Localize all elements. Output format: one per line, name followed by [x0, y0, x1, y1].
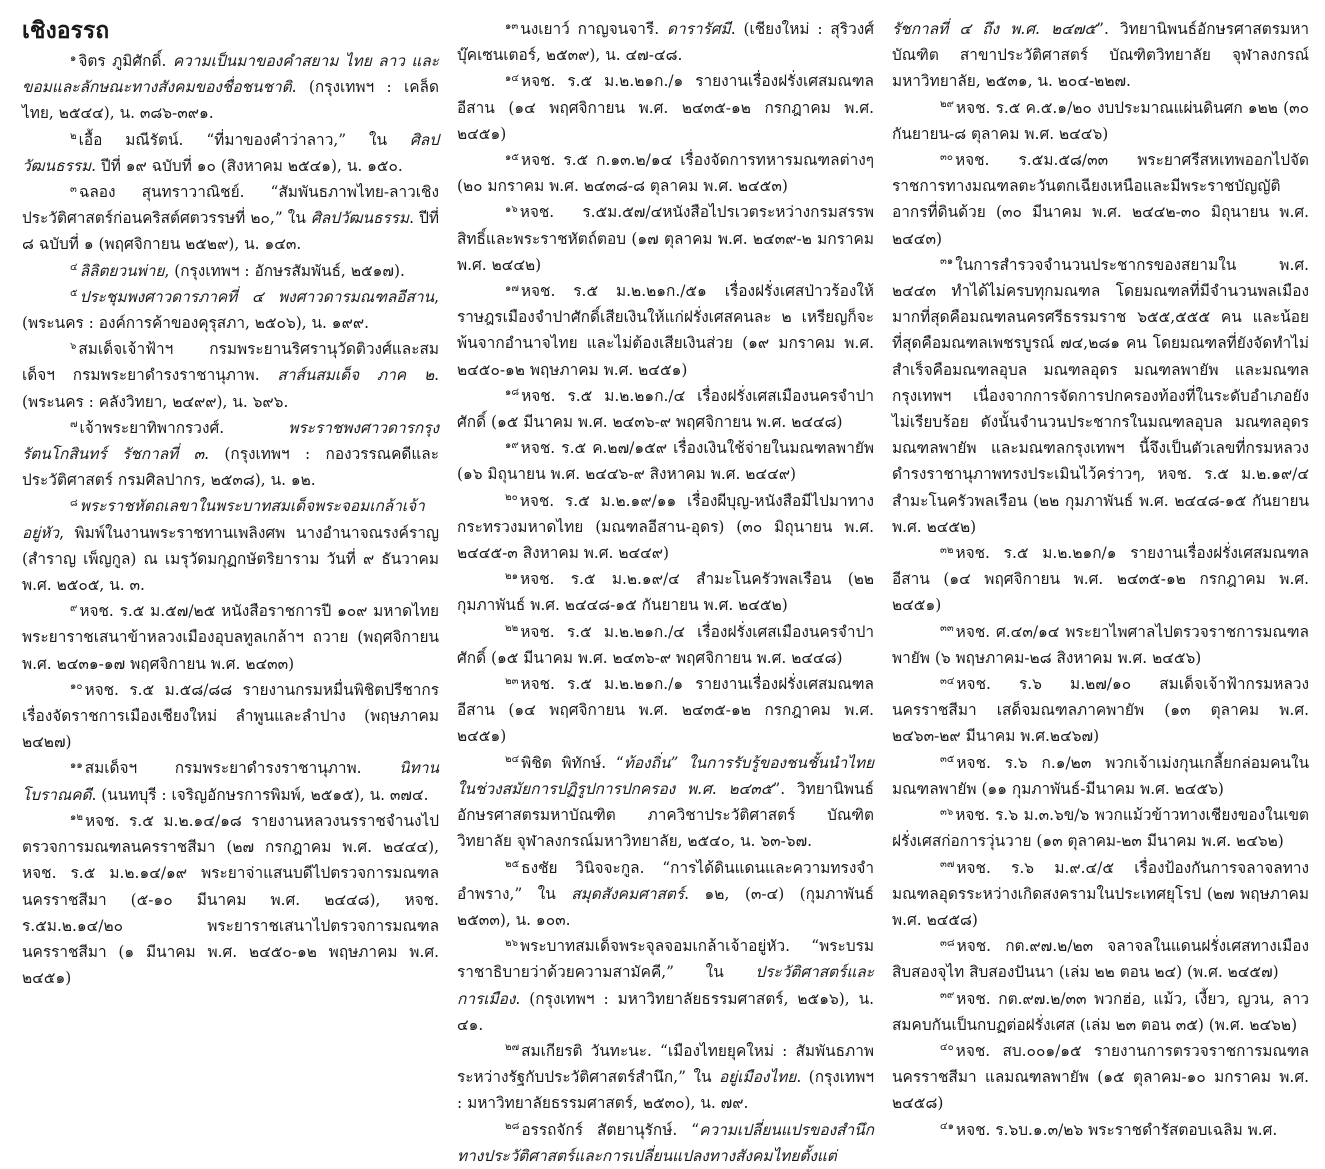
footnote-number: ๓ [70, 183, 77, 195]
footnote-number: ๔ [70, 262, 78, 274]
footnote-text: . ๑๒, (๓-๔) (กุมภาพันธ์ ๒๕๓๓), น. ๑๐๓. [457, 884, 874, 929]
footnote-text: หจช. ร.๕ม.๕๘/๓๓ พระยาศรีสหเทพออกไปจัดราชการทางมณฑลตะวันตกเฉียงเหนือและมีพระราชบัญญัติอากรที่ดินด้วย (๓๐ มีนาคม พ.ศ. ๒๔๔๒-๓๐ มิถุนายน พ.ศ. ๒๔๔๓) [892, 151, 1309, 248]
footnote [22, 677, 439, 756]
footnote [22, 127, 439, 179]
footnote [22, 808, 439, 991]
footnote-number: ๓๘ [940, 937, 955, 949]
footnote [892, 619, 1309, 671]
footnote-text: , (กรุงเทพฯ : อักษรสัมพันธ์, ๒๕๑๗). [164, 261, 405, 280]
footnote [22, 258, 439, 284]
section-heading: เชิงอรรถ [22, 17, 110, 44]
footnote-text: หจช. ร.๕ ม.๒.๑๙/๔ สำมะโนครัวพลเรือน (๒๒ กุมภาพันธ์ พ.ศ. ๒๔๔๘-๑๕ กันยายน พ.ศ. ๒๔๕๒) [457, 570, 874, 615]
footnote-text: ในการสำรวจจำนวนประชากรของสยามใน พ.ศ. ๒๔๔๓ ทำได้ไม่ครบทุกมณฑล โดยมณฑลที่มีจำนวนพลเมืองมากที่สุดคือมณฑลนครศรีธรรมราช ๖๕๕,๕๕๕ คน และน้อยที่สุดคือมณฑลเพชรบูรณ์ ๗๔,๒๘๑ คน โดยมณฑลที่ยังจัดทำไม่สำเร็จคือมณฑลอุบล มณฑลอุดร มณฑลพายัพ และมณฑลกรุงเทพฯ เนื่องจากการจัดการปกครองท้องที่ในระดับอำเภอยังไม่เรียบร้อย ดังนั้นจำนวนประชากรในมณฑลอุบล มณฑลอุดร มณฑลพายัพ และมณฑลกรุงเทพฯ นี้จึงเป็นตัวเลขที่กรมหลวงดำรงราชานุภาพทรงประเมินไว้คร่าวๆ, หจช. ร.๕ ม.๒.๑๙/๔ สำมะโนครัวพลเรือน (๒๒ กุมภาพันธ์ พ.ศ. ๒๔๔๘-๑๕ กันยายน พ.ศ. ๒๔๕๒) [892, 255, 1309, 536]
footnote [457, 855, 874, 934]
footnote-title-text: อยู่เมืองไทย [718, 1068, 797, 1087]
footnote [892, 802, 1309, 854]
footnote [457, 1038, 874, 1117]
footnote-number: ๒๔ [505, 754, 520, 766]
footnote-text: หจช. กต.๙๗.๒/๒๓ จลาจลในแดนฝรั่งเศสทางเมืองสิบสองจุไท สิบสองปันนา (เล่ม ๒๒ ตอน ๒๔) (พ.ศ. ๒๔๕๗) [892, 937, 1309, 982]
footnote [457, 147, 874, 199]
footnote-text: สมเด็จเจ้าฟ้าฯ กรมพระยานริศรานุวัดติวงศ์และสมเด็จฯ กรมพระยาดำรงราชานุภาพ. [22, 340, 439, 385]
footnote-text: หจช. ร.๕ ม.๒.๒๑ก./๑ รายงานเรื่องฝรั่งเศสมณฑลอีสาน (๑๔ พฤศจิกายน พ.ศ. ๒๔๓๕-๑๒ กรกฎาคม พ.ศ. ๒๔๕๑) [457, 72, 874, 143]
column-3 [892, 16, 1309, 1148]
footnote [457, 68, 874, 147]
footnote-text: หจช. สบ.๐๐๑/๑๕ รายงานการตรวจราชการมณฑลนครราชสีมา แลมณฑลพายัพ (๑๕ ตุลาคม-๑๐ มกราคม พ.ศ. ๒๔๕๘) [892, 1041, 1309, 1113]
footnote-title-text: สาส์นสมเด็จ ภาค ๒ [277, 366, 435, 385]
footnote-number: ๓๐ [940, 151, 953, 163]
footnote-number: ๓๒ [940, 544, 954, 556]
footnote-text: , พิมพ์ในงานพระราชทานเพลิงศพ นางอำนาจณรงค์ราญ (สำราญ เพ็ญกูล) ณ เมรุวัดมกุฏกษัตริยาราม วันที่ ๙ ธันวาคม พ.ศ. ๒๕๐๕, น. ๓. [22, 523, 439, 595]
footnote [892, 252, 1309, 540]
footnote-number: ๒๓ [505, 675, 519, 687]
footnote [457, 16, 874, 68]
footnote [457, 671, 874, 750]
footnote [892, 855, 1309, 934]
footnote-text: อรรถจักร์ สัตยานุรักษ์. “ [521, 1120, 700, 1139]
footnote-number: ๑๘ [505, 387, 520, 399]
footnote-text: . ปีที่ ๘ ฉบับที่ ๑ (พฤศจิกายน ๒๕๒๙), น. ๑๔๓. [22, 209, 440, 254]
footnote-number: ๑๑ [70, 759, 83, 771]
footnote [457, 278, 874, 383]
footnote-title-text: ความเปลี่ยนแปรของสำนึกทางประวัติศาสตร์และการเปลี่ยนแปลงทางสังคมไทยตั้งแต่ [457, 1120, 874, 1165]
column-2 [457, 16, 874, 1165]
footnote-number: ๓๔ [940, 675, 955, 687]
footnote-text: พิชิต พิทักษ์. “ [521, 753, 624, 772]
footnote-text: หจช. ร.๖ ก.๑/๒๓ พวกเจ้าเม่งกุนเกลี้ยกล่อมคนในมณฑลพายัพ (๑๑ กุมภาพันธ์-มีนาคม พ.ศ. ๒๔๕๖) [892, 753, 1309, 798]
footnote-text: . (กรุงเทพฯ : กองวรรณคดีและประวัติศาสตร์ กรมศิลปากร, ๒๕๓๘), น. ๑๒. [22, 445, 439, 490]
footnote-title-text: นิทานโบราณคดี [22, 759, 439, 804]
footnote-number: ๑ [70, 52, 77, 64]
footnote [892, 540, 1309, 619]
footnote-number: ๒๐ [505, 492, 518, 504]
footnote-text: นงเยาว์ กาญจนจารี. [520, 20, 667, 38]
footnote [22, 493, 439, 598]
footnote-title-text: พระราชหัตถเลขาในพระบาทสมเด็จพระจอมเกล้าเจ้าอยู่หัว [22, 497, 425, 542]
footnote-columns [22, 16, 1309, 1165]
footnote-title-text: ศิลปวัฒนธรรม [310, 209, 410, 228]
footnote-number: ๑๐ [70, 681, 83, 693]
footnote [892, 1117, 1309, 1143]
footnote [22, 179, 439, 258]
footnote-text: . (พระนคร : คลังวิทยา, ๒๔๙๙), น. ๖๙๖. [22, 366, 439, 411]
footnote-number: ๗ [70, 419, 78, 431]
footnote-text: ”. วิทยานิพนธ์อักษรศาสตรมหาบัณฑิต ภาควิชาประวัติศาสตร์ บัณฑิตวิทยาลัย จุฬาลงกรณ์มหาวิทยาลัย, ๒๕๔๐, น. ๖๓-๖๗. [457, 779, 874, 851]
footnote-text: หจช. ร.๕ ก.๑๓.๒/๑๔ เรื่องจัดการทหารมณฑลต่างๆ (๒๐ มกราคม พ.ศ. ๒๔๓๘-๘ ตุลาคม พ.ศ. ๒๔๕๓) [457, 151, 874, 196]
footnote-text: . (กรุงเทพฯ : มหาวิทยาลัยธรรมศาสตร์, ๒๕๑๖), น. ๔๑. [457, 989, 874, 1034]
footnote-text: . (กรุงเทพฯ : มหาวิทยาลัยธรรมศาสตร์, ๒๕๓๐), น. ๗๙. [457, 1068, 874, 1113]
footnote-text: เจ้าพระยาทิพากรวงศ์. [79, 418, 289, 437]
footnote-text: หจช. ร.๕ ค.๒๗/๑๕๙ เรื่องเงินใช้จ่ายในมณฑลพายัพ (๑๖ มิถุนายน พ.ศ. ๒๔๔๖-๙ สิงหาคม พ.ศ. ๒๔๔๙) [457, 439, 874, 484]
footnote-number: ๑๓ [505, 20, 519, 32]
footnote [892, 16, 1309, 95]
footnote-text: หจช. ร.๖บ.๑.๓/๒๖ พระราชดำรัสตอบเฉลิม พ.ศ. [955, 1120, 1278, 1139]
footnote [457, 619, 874, 671]
footnote-number: ๑๙ [505, 439, 519, 451]
footnote-text: เอื้อ มณีรัตน์. “ที่มาของคำว่าลาว,” ใน [78, 130, 411, 149]
footnote-number: ๑๔ [505, 72, 519, 84]
footnote-text: หจช. ร.๕ ม.๒.๑๔/๑๘ รายงานหลวงนรราชจำนงไปตรวจการมณฑลนครราชสีมา (๒๗ กรกฎาคม พ.ศ. ๒๔๔๔), หจช. ร.๕ ม.๒.๑๔/๑๙ พระยาจ่าแสนบดีไปตรวจการมณฑลนครราชสีมา (๕-๑๐ มีนาคม พ.ศ. ๒๔๔๘), หจช. ร.๕ม.๒.๑๔/๒๐ พระยาราชเสนาไปตรวจการมณฑลนครราชสีมา (๑ มีนาคม พ.ศ. ๒๔๕๐-๑๒ พฤษภาคม พ.ศ. ๒๔๕๑) [22, 811, 439, 988]
footnote-text: ฉลอง สุนทราวาณิชย์. “สัมพันธภาพไทย-ลาวเชิงประวัติศาสตร์ก่อนคริสต์ศตวรรษที่ ๒๐,” ใน [22, 183, 439, 228]
footnote [892, 95, 1309, 147]
footnote-text: . ปีที่ ๑๙ ฉบับที่ ๑๐ (สิงหาคม ๒๕๔๑), น. ๑๕๐. [91, 156, 403, 175]
footnote-number: ๑๗ [505, 282, 519, 294]
footnote-text: ”. วิทยานิพนธ์อักษรศาสตรมหาบัณฑิต สาขาประวัติศาสตร์ บัณฑิตวิทยาลัย จุฬาลงกรณ์มหาวิทยาลัย, ๒๕๓๑, น. ๒๐๔-๒๒๗. [892, 20, 1309, 91]
footnote-text: สมเกียรติ วันทะนะ. “เมืองไทยยุคใหม่ : สัมพันธภาพระหว่างรัฐกับประวัติศาสตร์สำนึก,” ใน [457, 1041, 874, 1087]
footnote-text: หจช. ร.๕ ม.๕๗/๒๕ หนังสือราชการปี ๑๐๙ มหาดไทย พระยาราชเสนาข้าหลวงเมืองอุบลทูลเกล้าฯ ถวาย (พฤศจิกายน พ.ศ. ๒๔๓๑-๑๗ พฤศจิกายน พ.ศ. ๒๔๓๓) [22, 602, 439, 673]
footnote-number: ๑๕ [505, 151, 519, 163]
footnote-text: หจช. ร.๖ ม.๙.๔/๕ เรื่องป้องกันการจลาจลทางมณฑลอุดรระหว่างเกิดสงครามในประเทศยุโรป (๒๗ พฤษภาคม พ.ศ. ๒๔๕๘) [892, 858, 1309, 929]
footnote-title-text: พระราชพงศาวดารกรุงรัตนโกสินทร์ รัชกาลที่ ๓ [22, 418, 439, 464]
footnote [892, 933, 1309, 985]
footnote-number: ๕ [70, 288, 78, 300]
footnote-number: ๓๖ [940, 806, 954, 818]
footnote [22, 415, 439, 494]
footnote-title-text: ประชุมพงศาวดารภาคที่ ๔ พงศาวดารมณฑลอีสาน [79, 287, 435, 306]
footnote-text: . (นนทบุรี : เจริญอักษรการพิมพ์, ๒๕๑๕), น. ๓๗๔. [91, 785, 429, 804]
footnote-title-text: ศิลปวัฒนธรรม [22, 130, 439, 175]
footnote [457, 750, 874, 855]
footnote-text: . (กรุงเทพฯ : เคล็ดไทย, ๒๕๔๔), น. ๓๘๖-๓๙๑. [22, 78, 439, 123]
footnote [892, 986, 1309, 1038]
footnote [457, 1117, 874, 1169]
column-1 [22, 16, 439, 1148]
footnote-number: ๒๗ [505, 1042, 520, 1054]
footnote [457, 933, 874, 1038]
footnote-number: ๔๑ [940, 1121, 954, 1133]
footnote-text: หจช. ร.๕ ม.๒.๒๑ก./๔ เรื่องฝรั่งเศสเมืองนครจำปาศักดิ์ (๑๕ มีนาคม พ.ศ. ๒๔๓๖-๙ พฤศจิกายน พ.ศ. ๒๔๔๘) [457, 622, 874, 667]
footnote-title-text: สมุดสังคมศาสตร์ [571, 884, 685, 903]
footnote-text: หจช. ร.๕ ค.๕.๑/๒๐ งบประมาณแผ่นดินศก ๑๒๒ (๓๐ กันยายน-๘ ตุลาคม พ.ศ. ๒๔๔๖) [892, 98, 1309, 143]
footnote [22, 755, 439, 807]
footnote-text: หจช. ร.๕ ม.๒.๒๑ก./๔ เรื่องฝรั่งเศสเมืองนครจำปาศักดิ์ (๑๕ มีนาคม พ.ศ. ๒๔๓๖-๙ พฤศจิกายน พ.ศ. ๒๔๔๘) [457, 386, 874, 432]
footnote-text: หจช. ศ.๔๓/๑๔ พระยาไพศาลไปตรวจราชการมณฑลพายัพ (๖ พฤษภาคม-๒๘ สิงหาคม พ.ศ. ๒๔๕๖) [892, 622, 1309, 667]
footnote-number: ๓๓ [940, 623, 954, 635]
footnote-number: ๒๑ [505, 570, 518, 582]
footnote-number: ๒๒ [505, 623, 519, 635]
footnote-text: หจช. ร.๕ ม.๒.๑๙/๑๑ เรื่องผีบุญ-หนังสือมีไปมาทางกระทรวงมหาดไทย (มณฑลอีสาน-อุดร) (๓๐ มิถุนายน พ.ศ. ๒๔๔๕-๓ สิงหาคม พ.ศ. ๒๔๔๙) [457, 491, 874, 563]
footnote-text: จิตร ภูมิศักดิ์. [78, 52, 173, 70]
footnote-title-text: ลิลิตยวนพ่าย [79, 261, 165, 280]
footnote [892, 750, 1309, 802]
footnote-number: ๒ [70, 131, 77, 143]
footnote [892, 671, 1309, 750]
footnote [22, 336, 439, 415]
footnote-text: หจช. กต.๙๗.๒/๓๓ พวกฮ่อ, แม้ว, เงี้ยว, ญวน, ลาว สมคบกันเป็นกบฏต่อฝรั่งเศส (เล่ม ๒๓ ตอน ๓๕) (พ.ศ. ๒๔๖๒) [892, 989, 1309, 1034]
footnote [892, 147, 1309, 252]
footnote [892, 1038, 1309, 1117]
footnote-text: หจช. ร.๖ ม.๒๗/๑๐ สมเด็จเจ้าฟ้ากรมหลวงนครราชสีมา เสด็จมณฑลภาคพายัพ (๑๓ ตุลาคม พ.ศ. ๒๔๖๓-๒๙ มีนาคม พ.ศ.๒๔๖๗) [892, 675, 1309, 746]
footnote-number: ๑๖ [505, 203, 518, 215]
footnote [22, 598, 439, 677]
footnote-number: ๘ [70, 497, 78, 509]
footnote-title-text: รัชกาลที่ ๔ ถึง พ.ศ. ๒๔๗๕ [892, 20, 1097, 38]
footnote-text: หจช. ร.๕ ม.๒.๒๑ก./๕๑ เรื่องฝรั่งเศสป่าวร้องให้ราษฎรเมืองจำปาศักดิ์เสียเงินให้แก่ฝรั่งเศสคนละ ๒ เหรียญก็จะพ้นจากอำนาจไทย และไม่ต้องเสียเงินส่วย (๑๙ มกราคม พ.ศ. ๒๔๕๐-๑๒ พฤษภาคม พ.ศ. ๒๔๕๑) [457, 282, 874, 379]
footnote-text: สมเด็จฯ กรมพระยาดำรงราชานุภาพ. [84, 759, 400, 778]
footnote-number: ๑๒ [70, 812, 83, 824]
footnote-number: ๒๘ [505, 1121, 520, 1133]
footnote-text: หจช. ร.๕ ม.๕๘/๘๘ รายงานกรมหมื่นพิชิตปรีชากร เรื่องจัดราชการเมืองเชียงใหม่ ลำพูนและลำปาง (พฤษภาคม ๒๔๒๗) [22, 680, 439, 752]
footnote-title-text: ท้องถิ่น” ในการรับรู้ของชนชั้นนำไทยในช่วงสมัยการปฏิรูปการปกครอง พ.ศ. ๒๔๓๕ [457, 753, 874, 798]
footnote-text: หจช. ร.๕ม.๕๗/๔หนังสือไปรเวตระหว่างกรมสรรพสิทธิ์และพระราชหัตถ์ตอบ (๑๗ ตุลาคม พ.ศ. ๒๔๓๙-๒ มกราคม พ.ศ. ๒๔๔๒) [457, 203, 874, 274]
footnote-title-text: ดารารัศมี [666, 20, 731, 38]
footnote-number: ๒๕ [505, 859, 520, 870]
footnote-text: หจช. ร.๕ ม.๒.๒๑ก./๑ รายงานเรื่องฝรั่งเศสมณฑลอีสาน (๑๔ พฤศจิกายน พ.ศ. ๒๔๓๕-๑๒ กรกฎาคม พ.ศ. ๒๔๕๑) [457, 675, 874, 746]
footnote [22, 284, 439, 336]
footnote [457, 566, 874, 618]
footnote-title-text: ความเป็นมาของคำสยาม ไทย ลาว และขอมและลักษณะทางสังคมของชื่อชนชาติ [22, 52, 439, 97]
footnote-number: ๔๐ [940, 1042, 954, 1054]
footnote-number: ๒๖ [505, 937, 518, 949]
footnote-number: ๒๙ [940, 99, 954, 111]
footnote-text: หจช. ร.๖ ม.๓.๖ข/๖ พวกแม้วข้าวทางเชียงของในเขตฝรั่งเศสก่อการวุ่นวาย (๑๓ ตุลาคม-๒๓ มีนาคม พ.ศ. ๒๔๖๒) [892, 806, 1309, 851]
footnote-number: ๙ [70, 602, 78, 614]
footnote [22, 48, 439, 127]
footnote-text: พระบาทสมเด็จพระจุลจอมเกล้าเจ้าอยู่หัว. “พระบรมราชาธิบายว่าด้วยความสามัคคี,” ใน [457, 937, 874, 982]
footnote-text: ธงชัย วินิจจะกูล. “การได้ดินแดนและความทรงจำอำพราง,” ใน [457, 858, 874, 903]
footnote [457, 488, 874, 567]
footnote-title-text: ประวัติศาสตร์และการเมือง [457, 963, 874, 1008]
footnote-number: ๖ [70, 340, 77, 352]
footnote-text: , (พระนคร : องค์การค้าของคุรุสภา, ๒๕๐๖), น. ๑๙๙. [22, 287, 439, 333]
footnote-text: หจช. ร.๕ ม.๒.๒๑ก/๑ รายงานเรื่องฝรั่งเศสมณฑลอีสาน (๑๔ พฤศจิกายน พ.ศ. ๒๔๓๕-๑๒ กรกฎาคม พ.ศ. ๒๔๕๑) [892, 544, 1309, 615]
footnote-number: ๓๑ [940, 256, 954, 268]
footnote [457, 383, 874, 435]
footnote [457, 435, 874, 487]
footnote-number: ๓๕ [940, 754, 955, 766]
footnote-number: ๓๗ [940, 859, 955, 870]
footnote [457, 199, 874, 278]
footnote-text: . (เชียงใหม่ : สุริวงศ์บุ๊คเซนเตอร์, ๒๕๓๙), น. ๔๗-๔๘. [457, 20, 874, 65]
footnote-number: ๓๙ [940, 990, 955, 1002]
